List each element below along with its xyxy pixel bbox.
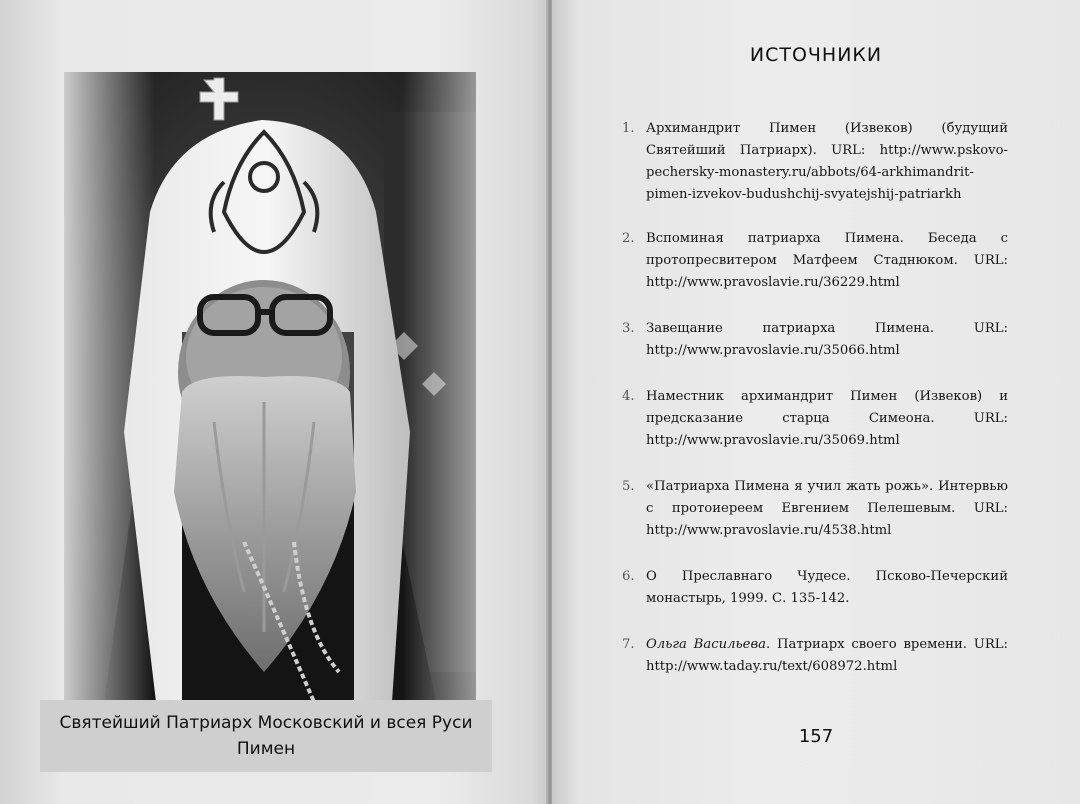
- source-item-7: [612, 634, 1008, 678]
- source-item-6: [612, 566, 1008, 610]
- photo-caption: [40, 700, 492, 772]
- source-item-1: [612, 118, 1008, 206]
- source-number: 3.: [622, 321, 635, 336]
- source-item-2: [612, 228, 1008, 294]
- source-text: . Патриарх своего времени. URL: http://www.taday.ru/text/608972.html: [646, 637, 1008, 674]
- source-number: 6.: [622, 569, 635, 584]
- photo-edge-fade: [64, 72, 476, 702]
- source-number: 4.: [622, 389, 635, 404]
- source-text: «Патриарха Пимена я учил жать рожь». Интервью с протоиереем Евгением Пелешевым. URL: http://www.pravoslavie.ru/4538.html: [646, 479, 1008, 538]
- sources-heading: ИСТОЧНИКИ: [749, 44, 883, 66]
- source-item-5: [612, 476, 1008, 542]
- source-item-4: [612, 386, 1008, 452]
- patriarch-portrait-photo: [64, 72, 476, 702]
- sources-list: [612, 118, 1008, 678]
- source-number: 2.: [622, 231, 635, 246]
- source-number: 7.: [622, 637, 635, 652]
- source-text: Наместник архимандрит Пимен (Извеков) и предсказание старца Симеона. URL: http://www.pravoslavie.ru/35069.html: [646, 389, 1008, 448]
- caption-line-1: Святейший Патриарх Московский и всея Руси: [59, 713, 473, 733]
- source-item-3: [612, 318, 1008, 362]
- source-author: Ольга Васильева: [646, 637, 767, 652]
- source-text: О Преславнаго Чудесе. Псково-Печерский монастырь, 1999. С. 135-142.: [646, 569, 1008, 606]
- source-text: Завещание патриарха Пимена. URL: http://www.pravoslavie.ru/35066.html: [646, 321, 1008, 358]
- caption-line-2: Пимен: [236, 739, 296, 759]
- source-text: Вспоминая патриарха Пимена. Беседа с протопресвитером Матфеем Стаднюком. URL: http://www.pravoslavie.ru/36229.html: [646, 231, 1008, 290]
- source-number: 5.: [622, 479, 635, 494]
- source-number: 1.: [622, 121, 635, 136]
- source-text: Архимандрит Пимен (Извеков) (будущий Святейший Патриарх). URL: http://www.pskovo-pechersky-monastery.ru/abbots/64-arkhimandrit-pimen-izvekov-budushchij-svyatejshij-patriarkh: [646, 121, 1008, 202]
- page-number: 157: [798, 726, 834, 747]
